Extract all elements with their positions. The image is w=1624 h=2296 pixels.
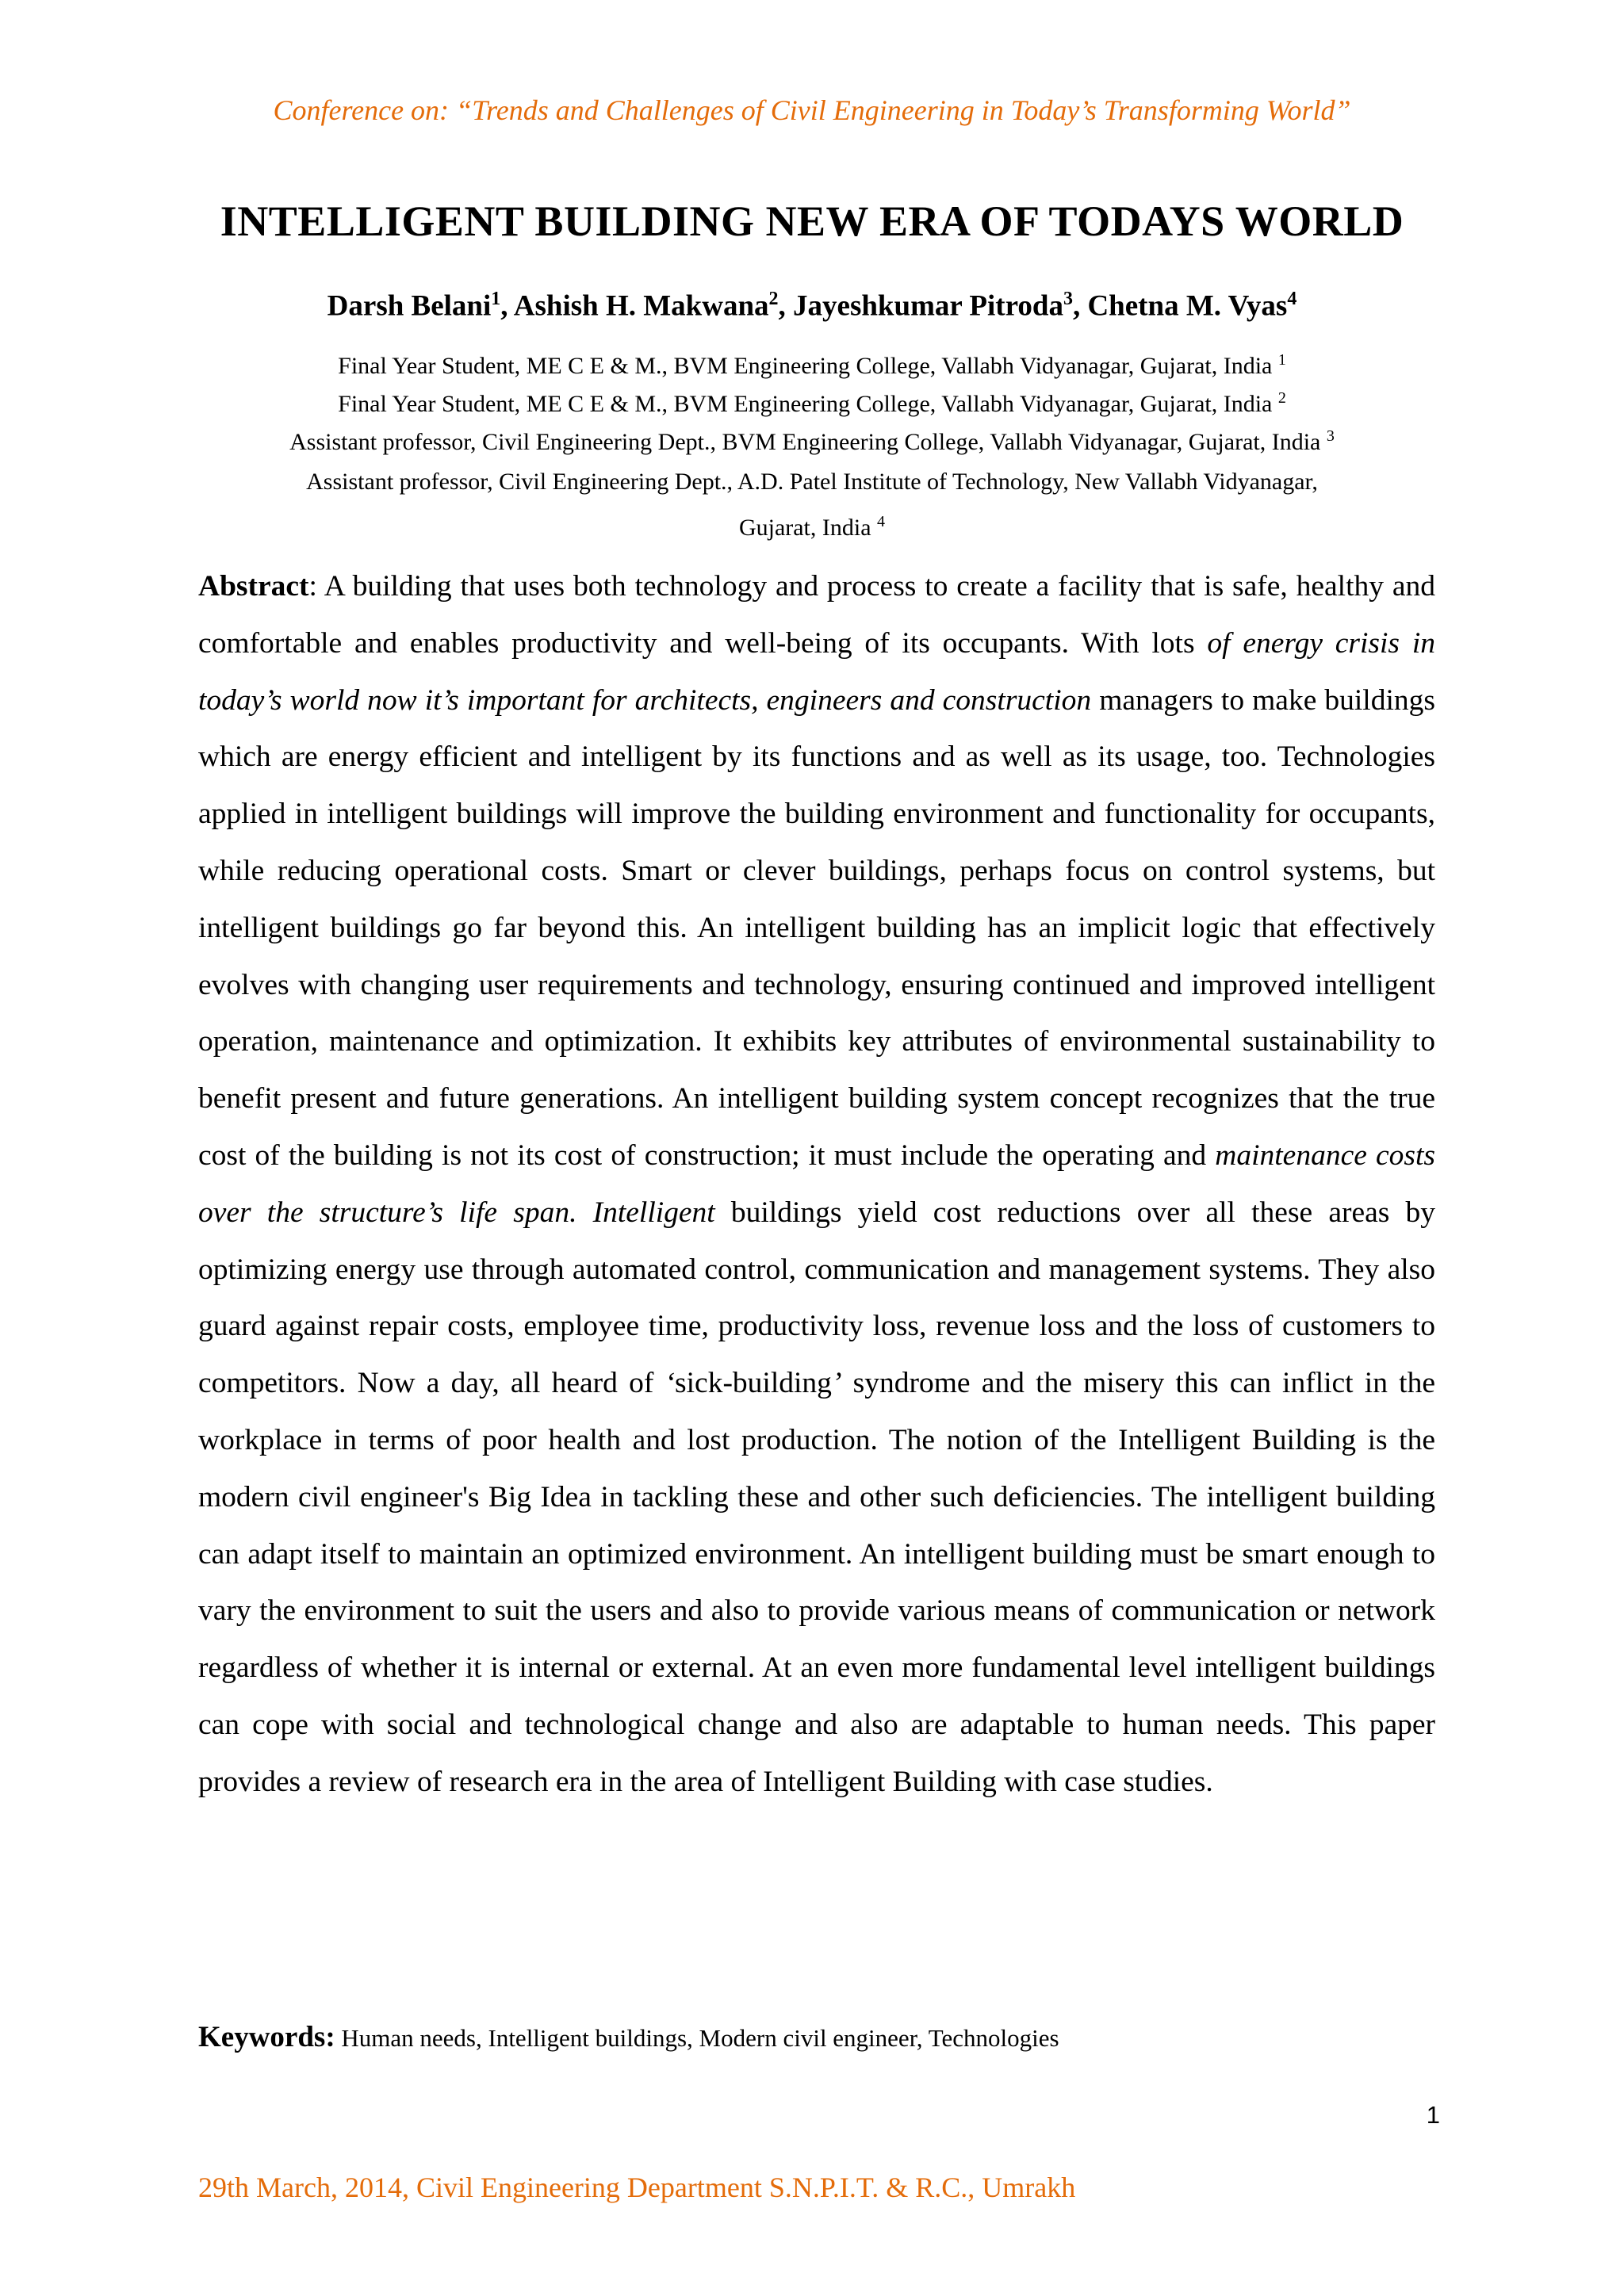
affiliation-line: Gujarat, India $^4$ bbox=[738, 513, 886, 541]
affiliation-line: Assistant professor, Civil Engineering Dept., A.D. Patel Institute of Technology, New Vallabh Vidyanagar, bbox=[306, 469, 1318, 495]
paper-title: INTELLIGENT BUILDING NEW ERA OF TODAYS WORLD bbox=[220, 197, 1404, 245]
author-name: Jayeshkumar Pitroda bbox=[793, 289, 1063, 323]
author-sup: 2 bbox=[768, 289, 779, 309]
keywords-label: Keywords: bbox=[198, 2021, 335, 2053]
author-name: Chetna M. Vyas bbox=[1087, 289, 1288, 323]
author-sup: 4 bbox=[1287, 289, 1297, 309]
keywords-text: Human needs, Intelligent buildings, Modern civil engineer, Technologies bbox=[335, 2024, 1059, 2052]
author-list: Darsh Belani$^1$, Ashish H. Makwana$^2$, Jayeshkumar Pitroda$^3$, Chetna M. Vyas$^4$ bbox=[327, 289, 1297, 323]
author-sup: 3 bbox=[1063, 289, 1073, 309]
abstract-label: Abstract bbox=[198, 570, 309, 603]
abstract-paragraph: Abstract: A building that uses both technology and process to create a facility that is safe, healthy and comfortable and enables productivity and well-being of its occupants. With lots of energy crisis in today’s world now it’s important for architects, engineers and construction managers to make buildings which are energy efficient and intelligent by its functions and as well as its usage, too. Technologies applied in intelligent buildings will improve the building environment and functionality for occupants, while reducing operational costs. Smart or clever buildings, perhaps focus on control systems, but intelligent buildings go far beyond this. An intelligent building has an implicit logic that effectively evolves with changing user requirements and technology, ensuring continued and improved intelligent operation, maintenance and optimization. It exhibits key attributes of environmental sustainability to benefit present and future generations. An intelligent building system concept recognizes that the true cost of the building is not its cost of construction; it must include the operating and maintenance costs over the structure’s life span. Intelligent buildings yield cost reductions over all these areas by optimizing energy use through automated control, communication and management systems. They also guard against repair costs, employee time, productivity loss, revenue loss and the loss of customers to competitors. Now a day, all heard of ‘sick-building’ syndrome and the misery this can inflict in the workplace in terms of poor health and lost production. The notion of the Intelligent Building is the modern civil engineer's Big Idea in tackling these and other such deficiencies. The intelligent building can adapt itself to maintain an optimized environment. An intelligent building must be smart enough to vary the environment to suit the users and also to provide various means of communication or network regardless of whether it is internal or external. At an even more fundamental level intelligent buildings can cope with social and technological change and also are adaptable to human needs. This paper provides a review of research era in the area of Intelligent Building with case studies. bbox=[198, 570, 1436, 1798]
affiliation-line: Assistant professor, Civil Engineering Dept., BVM Engineering College, Vallabh Vidyanagar, Gujarat, India $^3$ bbox=[289, 427, 1335, 455]
author-sup: 1 bbox=[491, 289, 501, 309]
author-name: Darsh Belani bbox=[327, 289, 492, 323]
affiliation-line: Final Year Student, ME C E & M., BVM Engineering College, Vallabh Vidyanagar, Gujarat, India $^2$ bbox=[338, 389, 1286, 417]
affiliation-line: Final Year Student, ME C E & M., BVM Engineering College, Vallabh Vidyanagar, Gujarat, India $^1$ bbox=[338, 351, 1286, 379]
author-name: Ashish H. Makwana bbox=[513, 289, 769, 323]
page-number: 1 bbox=[1426, 2101, 1440, 2129]
keywords-line bbox=[198, 2020, 1435, 2054]
conference-footer: 29th March, 2014, Civil Engineering Department S.N.P.I.T. & R.C., Umrakh bbox=[198, 2172, 1076, 2203]
conference-header: Conference on: “Trends and Challenges of Civil Engineering in Today’s Transforming World” bbox=[273, 94, 1351, 126]
